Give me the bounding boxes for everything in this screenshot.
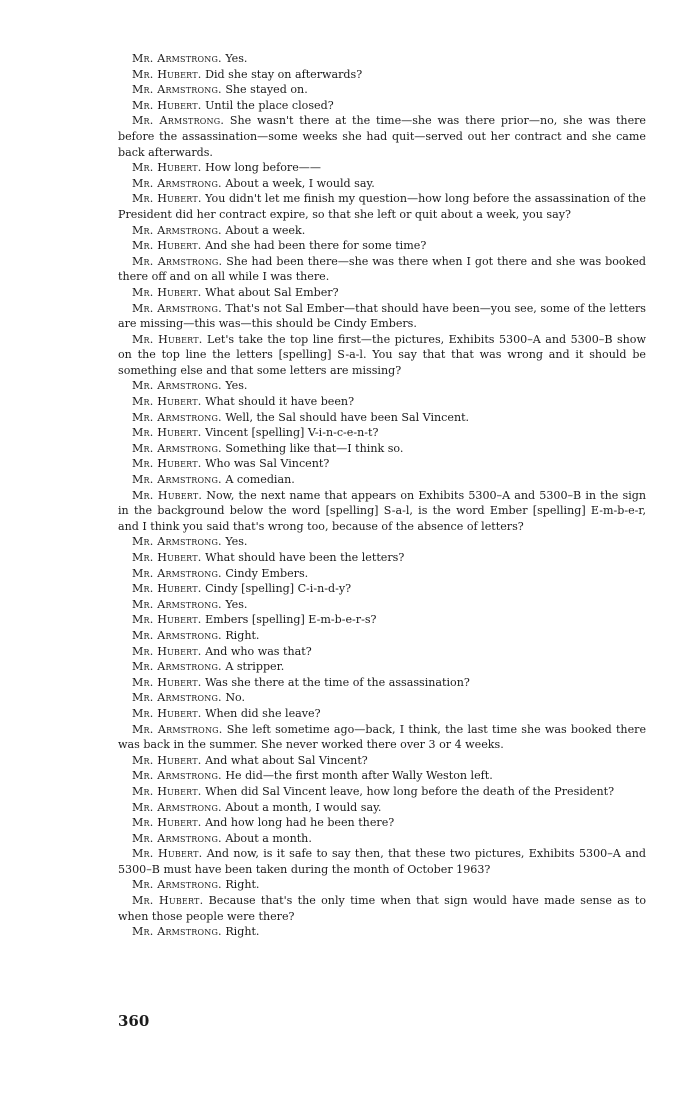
speech-text: No. <box>225 691 246 705</box>
transcript-paragraph <box>118 877 646 893</box>
speaker-label: Mr. Hubert. <box>132 98 202 112</box>
speech-text: How long before—— <box>205 161 321 175</box>
transcript-paragraph <box>118 815 646 831</box>
speaker-label: Mr. Armstrong. <box>132 301 222 315</box>
transcript-paragraph <box>118 176 646 192</box>
speech-text: Did she stay on afterwards? <box>205 67 363 81</box>
transcript-paragraph <box>118 488 646 535</box>
speech-text: Was she there at the time of the assassination? <box>205 675 470 689</box>
transcript-paragraph <box>118 628 646 644</box>
speaker-label: Mr. Armstrong. <box>132 52 222 65</box>
speaker-label: Mr. Hubert. <box>132 613 202 627</box>
speech-text: Something like that—I think so. <box>225 441 404 455</box>
speech-text: Well, the Sal should have been Sal Vincent. <box>225 410 470 424</box>
transcript-paragraph <box>118 254 646 285</box>
speaker-label: Mr. Armstrong. <box>132 441 222 455</box>
speaker-label: Mr. Hubert. <box>132 894 204 908</box>
transcript-paragraph <box>118 846 646 877</box>
speech-text: About a month. <box>225 831 312 845</box>
speech-text: About a week. <box>225 223 306 237</box>
transcript-paragraph <box>118 924 646 940</box>
speech-text: Let's take the top line first—the pictures, Exhibits 5300–A and 5300–B show on the top line the letters [spelling] S-a-l. You say that that was wrong and it should be something else and that some letters are missing? <box>118 332 646 377</box>
speech-text: You didn't let me finish my question—how long before the assassination of the President did her contract expire, so that she left or quit about a week, you say? <box>118 192 646 221</box>
speaker-label: Mr. Hubert. <box>132 753 202 767</box>
speech-text: Cindy [spelling] C-i-n-d-y? <box>205 582 352 596</box>
speech-text: And now, is it safe to say then, that these two pictures, Exhibits 5300–A and 5300–B must have been taken during the month of October 1963? <box>118 847 646 876</box>
speech-text: When did she leave? <box>205 706 321 720</box>
speech-text: What should it have been? <box>205 395 355 409</box>
speech-text: Vincent [spelling] V-i-n-c-e-n-t? <box>205 426 379 440</box>
transcript-paragraph <box>118 441 646 457</box>
transcript-paragraph <box>118 238 646 254</box>
speech-text: What should have been the letters? <box>205 551 405 564</box>
transcript-paragraph <box>118 612 646 628</box>
speech-text: And how long had he been there? <box>205 816 395 830</box>
speaker-label: Mr. Hubert. <box>132 395 202 409</box>
transcript-paragraph <box>118 378 646 394</box>
transcript-paragraph <box>118 768 646 784</box>
speech-text: About a week, I would say. <box>225 176 375 190</box>
speaker-label: Mr. Armstrong. <box>132 628 222 642</box>
speaker-label: Mr. Armstrong. <box>132 566 222 580</box>
transcript-paragraph <box>118 82 646 98</box>
transcript-paragraph <box>118 425 646 441</box>
speaker-label: Mr. Armstrong. <box>132 223 222 237</box>
transcript-paragraph <box>118 706 646 722</box>
speaker-label: Mr. Armstrong. <box>132 800 222 814</box>
speaker-label: Mr. Hubert. <box>132 161 202 175</box>
speaker-label: Mr. Armstrong. <box>132 83 222 97</box>
transcript-paragraph <box>118 831 646 847</box>
speaker-label: Mr. Armstrong. <box>132 379 222 393</box>
speaker-label: Mr. Hubert. <box>132 332 203 346</box>
speaker-label: Mr. Armstrong. <box>132 473 222 487</box>
speech-text: Who was Sal Vincent? <box>205 457 330 471</box>
speech-text: She wasn't there at the time—she was there prior—no, she was there before the assassination—some weeks she had quit—served out her contract and she came back afterwards. <box>118 114 647 159</box>
speaker-label: Mr. Hubert. <box>132 192 202 206</box>
transcript-paragraph <box>118 98 646 114</box>
speech-text: Right. <box>225 878 260 892</box>
speech-text: And she had been there for some time? <box>205 239 427 253</box>
transcript-paragraph <box>118 644 646 660</box>
speaker-label: Mr. Hubert. <box>132 675 202 689</box>
speaker-label: Mr. Armstrong. <box>132 878 222 892</box>
transcript-paragraph <box>118 550 646 566</box>
speech-text: She stayed on. <box>225 83 308 97</box>
transcript-paragraph <box>118 223 646 239</box>
speaker-label: Mr. Armstrong. <box>132 722 223 736</box>
transcript-paragraph <box>118 456 646 472</box>
transcript-paragraph <box>118 800 646 816</box>
speech-text: What about Sal Ember? <box>205 285 339 299</box>
speech-text: Cindy Embers. <box>225 566 309 580</box>
speech-text: She left sometime ago—back, I think, the last time she was booked there was back in the summer. She never worked there over 3 or 4 weeks. <box>118 722 647 752</box>
transcript-body <box>118 51 646 940</box>
speaker-label: Mr. Armstrong. <box>132 176 222 190</box>
speech-text: She had been there—she was there when I got there and she was booked there off and on all while I was there. <box>118 254 647 284</box>
speech-text: He did—the first month after Wally Weston left. <box>225 769 493 783</box>
transcript-paragraph <box>118 51 646 67</box>
transcript-paragraph <box>118 394 646 410</box>
speaker-label: Mr. Armstrong. <box>132 114 225 128</box>
speech-text: Right. <box>225 628 260 642</box>
speaker-label: Mr. Armstrong. <box>132 691 222 705</box>
speech-text: Now, the next name that appears on Exhibits 5300–A and 5300–B in the sign in the background below the word [spelling] S-a-l, is the word Ember [spelling] E-m-b-e-r, and I think you said that's wrong too, because of the absence of letters? <box>118 488 646 533</box>
page-number: 360 <box>118 1012 150 1030</box>
transcript-paragraph <box>118 285 646 301</box>
speaker-label: Mr. Hubert. <box>132 426 202 440</box>
speaker-label: Mr. Hubert. <box>132 784 202 798</box>
transcript-paragraph <box>118 534 646 550</box>
transcript-paragraph <box>118 893 646 924</box>
transcript-paragraph <box>118 597 646 613</box>
speech-text: Yes. <box>225 535 248 549</box>
transcript-paragraph <box>118 410 646 426</box>
transcript-paragraph <box>118 67 646 83</box>
speech-text: A stripper. <box>225 660 285 674</box>
speaker-label: Mr. Hubert. <box>132 67 202 81</box>
speaker-label: Mr. Hubert. <box>132 706 202 720</box>
transcript-paragraph <box>118 690 646 706</box>
speaker-label: Mr. Armstrong. <box>132 831 222 845</box>
speech-text: And who was that? <box>205 644 312 658</box>
speech-text: Right. <box>225 925 260 939</box>
transcript-paragraph <box>118 472 646 488</box>
speech-text: And what about Sal Vincent? <box>205 753 368 767</box>
speaker-label: Mr. Hubert. <box>132 239 202 253</box>
transcript-paragraph <box>118 753 646 769</box>
transcript-paragraph <box>118 659 646 675</box>
transcript-paragraph <box>118 332 646 379</box>
speaker-label: Mr. Hubert. <box>132 285 202 299</box>
speaker-label: Mr. Armstrong. <box>132 769 222 783</box>
transcript-paragraph <box>118 160 646 176</box>
transcript-paragraph <box>118 675 646 691</box>
speech-text: That's not Sal Ember—that should have been—you see, some of the letters are missing—this was—this should be Cindy Embers. <box>118 301 647 331</box>
speaker-label: Mr. Armstrong. <box>132 925 222 939</box>
speech-text: Embers [spelling] E-m-b-e-r-s? <box>205 613 377 627</box>
transcript-paragraph <box>118 784 646 800</box>
transcript-paragraph <box>118 722 646 753</box>
speaker-label: Mr. Hubert. <box>132 488 203 502</box>
speaker-label: Mr. Armstrong. <box>132 410 222 424</box>
speaker-label: Mr. Hubert. <box>132 582 202 596</box>
speaker-label: Mr. Hubert. <box>132 816 202 830</box>
speaker-label: Mr. Hubert. <box>132 457 202 471</box>
speech-text: When did Sal Vincent leave, how long before the death of the President? <box>205 784 615 798</box>
speech-text: About a month, I would say. <box>225 800 382 814</box>
speech-text: Yes. <box>225 379 248 393</box>
speaker-label: Mr. Armstrong. <box>132 660 222 674</box>
speech-text: A comedian. <box>225 473 295 487</box>
transcript-paragraph <box>118 191 646 222</box>
transcript-paragraph <box>118 113 646 160</box>
speaker-label: Mr. Armstrong. <box>132 597 222 611</box>
speech-text: Yes. <box>225 597 248 611</box>
transcript-paragraph <box>118 301 646 332</box>
speech-text: Until the place closed? <box>205 98 334 112</box>
transcript-paragraph <box>118 566 646 582</box>
speaker-label: Mr. Hubert. <box>132 644 202 658</box>
transcript-paragraph <box>118 581 646 597</box>
speaker-label: Mr. Armstrong. <box>132 535 222 549</box>
speaker-label: Mr. Hubert. <box>132 847 203 861</box>
speech-text: Because that's the only time when that sign would have made sense as to when those people were there? <box>118 894 646 923</box>
speaker-label: Mr. Armstrong. <box>132 254 223 268</box>
speaker-label: Mr. Hubert. <box>132 551 202 564</box>
speech-text: Yes. <box>225 52 248 65</box>
